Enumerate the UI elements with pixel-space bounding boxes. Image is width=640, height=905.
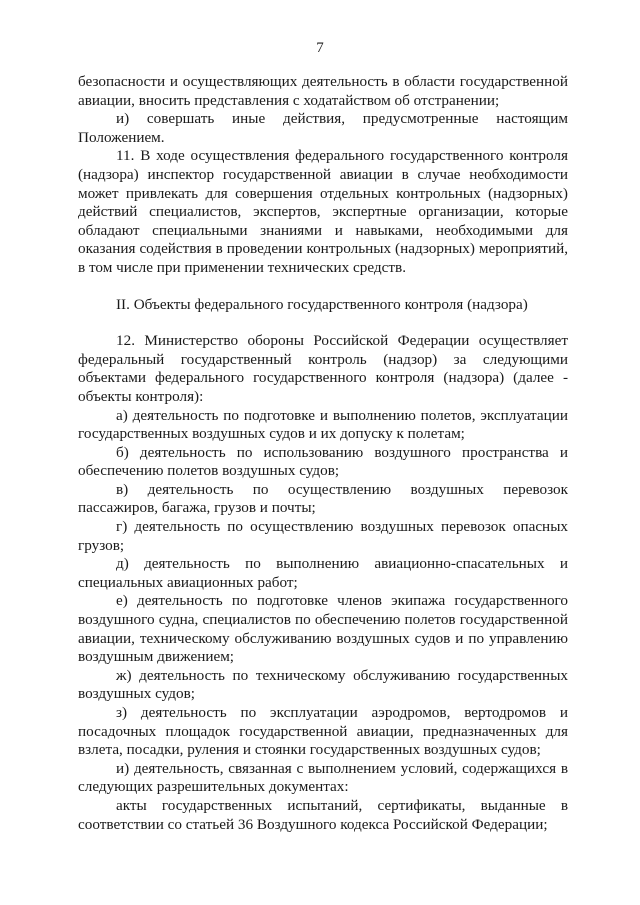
page-number: 7	[316, 40, 324, 56]
list-item-a: а) деятельность по подготовке и выполнению полетов, эксплуатации государственных воздушных судов и их допуску к полетам;	[78, 406, 568, 443]
paragraph-12: 12. Министерство обороны Российской Федерации осуществляет федеральный государственный контроль (надзор) за следующими объектами федерального государственного контроля (надзора) (далее - объекты контроля):	[78, 332, 568, 405]
list-item-d: д) деятельность по выполнению авиационно-спасательных и специальных авиационных работ;	[78, 555, 568, 591]
list-subitem-acts: акты государственных испытаний, сертификаты, выданные в соответствии со статьей 36 Воздушного кодекса Российской Федерации;	[78, 796, 568, 833]
paragraph-11: 11. В ходе осуществления федерального государственного контроля (надзора) инспектор государственной авиации в случае необходимости может привлекать для совершения отдельных контрольных (надзорных) действий специалистов, экспертов, экспертные организации, которые обладают специальными знаниями и навыками, необходимыми для оказания содействия в проведении контрольных (надзорных) мероприятий, в том числе при применении технических средств.	[78, 147, 568, 276]
list-item-z: з) деятельность по эксплуатации аэродромов, вертодромов и посадочных площадок государственной авиации, предназначенных для взлета, посадки, руления и стоянки государственных воздушных судов;	[78, 704, 568, 759]
document-body	[78, 73, 568, 834]
paragraph-item-i: и) совершать иные действия, предусмотренные настоящим Положением.	[78, 110, 568, 146]
section-heading: II. Объекты федерального государственного контроля (надзора)	[116, 295, 528, 313]
list-item-v: в) деятельность по осуществлению воздушных перевозок пассажиров, багажа, грузов и почты;	[78, 480, 568, 517]
list-item-e: е) деятельность по подготовке членов экипажа государственного воздушного судна, специалистов по обеспечению полетов государственной авиации, техническому обслуживанию воздушных судов и по управлению воздушным движением;	[78, 592, 568, 666]
paragraph-continuation: безопасности и осуществляющих деятельность в области государственной авиации, вносить представления с ходатайством об отстранении;	[78, 73, 568, 109]
list-item-b: б) деятельность по использованию воздушного пространства и обеспечению полетов воздушных судов;	[78, 443, 568, 480]
list-item-g: г) деятельность по осуществлению воздушных перевозок опасных грузов;	[78, 518, 568, 554]
list-item-zh: ж) деятельность по техническому обслуживанию государственных воздушных судов;	[78, 666, 568, 703]
list-item-i: и) деятельность, связанная с выполнением условий, содержащихся в следующих разрешительных документах:	[78, 759, 568, 796]
